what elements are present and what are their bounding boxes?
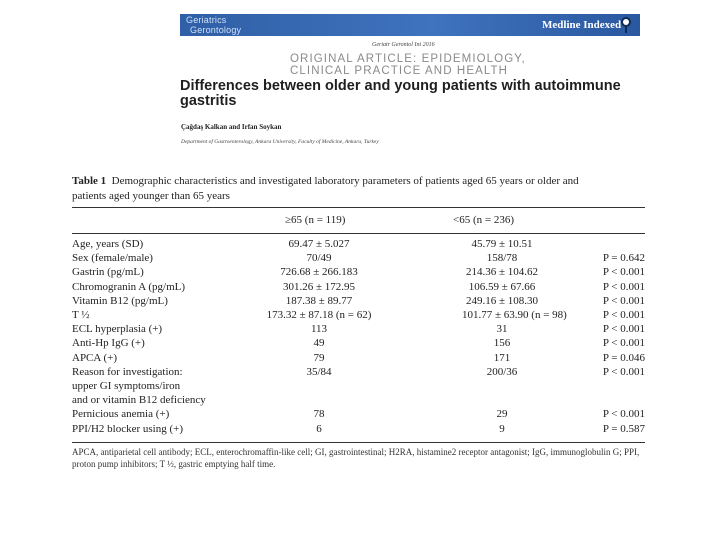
older-value: 6	[316, 422, 322, 435]
article-title	[180, 79, 650, 109]
row-label: and or vitamin B12 deficiency	[72, 394, 206, 407]
younger-value: 200/36	[486, 365, 518, 378]
table-caption	[72, 174, 652, 204]
younger-value: 29	[496, 408, 508, 421]
younger-value: 214.36 ± 104.62	[465, 266, 539, 279]
table-label: Table 1	[72, 175, 107, 187]
table-row	[72, 353, 645, 364]
younger-value: 101.77 ± 63.90 (n = 98)	[462, 309, 567, 321]
medline-indexed-label: Medline Indexed	[542, 19, 622, 31]
row-label: Age, years (SD)	[72, 238, 144, 250]
table-row	[72, 310, 645, 321]
row-label: upper GI symptoms/iron	[72, 380, 181, 392]
section-label-line: CLINICAL PRACTICE AND HEALTH	[290, 65, 509, 77]
row-label: Gastrin (pg/mL)	[72, 266, 144, 279]
younger-value: 249.16 ± 108.30	[465, 294, 539, 307]
p-value: P = 0.587	[602, 422, 645, 435]
row-label: Vitamin B12 (pg/mL)	[72, 294, 168, 307]
younger-value: 31	[496, 323, 508, 336]
row-label: Anti-Hp IgG (+)	[72, 337, 145, 350]
older-value: 726.68 ± 266.183	[280, 266, 358, 279]
p-value: P < 0.001	[602, 323, 645, 336]
publisher-icon	[618, 16, 634, 34]
table-row	[72, 367, 645, 378]
row-label: T ½	[72, 309, 90, 321]
p-value: P < 0.001	[602, 294, 645, 307]
table-row	[72, 395, 645, 406]
title-line: Differences between older and young patients with autoimmune	[180, 78, 621, 94]
col-header-older: ≥65 (n = 119)	[285, 214, 346, 226]
table-row	[72, 267, 645, 278]
older-value: 79	[313, 351, 325, 364]
section-label-line: ORIGINAL ARTICLE: EPIDEMIOLOGY,	[290, 53, 526, 65]
older-value: 78	[313, 408, 325, 421]
older-value: 187.38 ± 89.77	[285, 294, 353, 307]
p-value: P = 0.046	[602, 351, 645, 364]
row-label: ECL hyperplasia (+)	[72, 323, 163, 336]
p-value: P < 0.001	[602, 337, 645, 350]
older-value: 173.32 ± 87.18 (n = 62)	[266, 309, 372, 321]
title-line: gastritis	[180, 93, 237, 109]
row-label: Sex (female/male)	[72, 252, 153, 265]
younger-value: 156	[493, 337, 511, 350]
table-bottom-rule	[72, 442, 645, 443]
p-value: P = 0.642	[602, 252, 645, 265]
caption-line-2: patients aged younger than 65 years	[72, 190, 230, 202]
journal-logo	[186, 15, 241, 35]
row-label: PPI/H2 blocker using (+)	[72, 422, 183, 435]
table-row	[72, 324, 645, 335]
row-label: APCA (+)	[72, 351, 118, 364]
citation: Geriatr Gerontol Int 2016	[372, 42, 435, 48]
younger-value: 171	[493, 351, 511, 364]
table-row	[72, 296, 645, 307]
table-row	[72, 381, 645, 392]
logo-line-1: Geriatrics	[186, 15, 227, 25]
older-value: 69.47 ± 5.027	[288, 238, 350, 250]
row-label: Reason for investigation:	[72, 365, 183, 378]
table-row	[72, 338, 645, 349]
younger-value: 158/78	[486, 252, 518, 265]
older-value: 49	[313, 337, 325, 350]
row-label: Chromogranin A (pg/mL)	[72, 280, 186, 293]
younger-value: 106.59 ± 67.66	[468, 280, 536, 293]
older-value: 70/49	[306, 252, 332, 265]
younger-value: 45.79 ± 10.51	[471, 238, 533, 250]
table-top-rule	[72, 207, 645, 208]
authors: Çağdaş Kalkan and Irfan Soykan	[181, 123, 282, 131]
table-row	[72, 239, 645, 250]
p-value: P < 0.001	[602, 280, 645, 293]
table-row	[72, 424, 645, 435]
p-value: P < 0.001	[602, 266, 645, 279]
table-footnote: APCA, antiparietal cell antibody; ECL, enterochromaffin-like cell; GI, gastrointestinal; H2RA, histamine2 receptor antagonist; IgG, immunoglobulin G; PPI, proton pump inhibitors; T ½, gastric emptying half time.	[72, 447, 640, 469]
col-header-younger: <65 (n = 236)	[453, 214, 514, 226]
p-value: P < 0.001	[602, 309, 645, 321]
p-value: P < 0.001	[602, 408, 645, 421]
table-row	[72, 409, 645, 420]
older-value: 301.26 ± 172.95	[282, 280, 356, 293]
caption-line-1: Demographic characteristics and investigated laboratory parameters of patients aged 65 years or older and	[111, 175, 579, 187]
table-row	[72, 253, 645, 264]
affiliation: Department of Gastroenterology, Ankara University, Faculty of Medicine, Ankara, Turkey	[181, 139, 379, 145]
table-row	[72, 282, 645, 293]
p-value: P < 0.001	[602, 365, 645, 378]
section-label	[290, 53, 526, 77]
younger-value: 9	[499, 422, 505, 435]
row-label: Pernicious anemia (+)	[72, 408, 170, 421]
table-header-rule	[72, 233, 645, 234]
logo-line-2: Gerontology	[190, 25, 242, 35]
older-value: 35/84	[306, 365, 332, 378]
journal-banner	[180, 14, 640, 36]
older-value: 113	[310, 323, 328, 336]
